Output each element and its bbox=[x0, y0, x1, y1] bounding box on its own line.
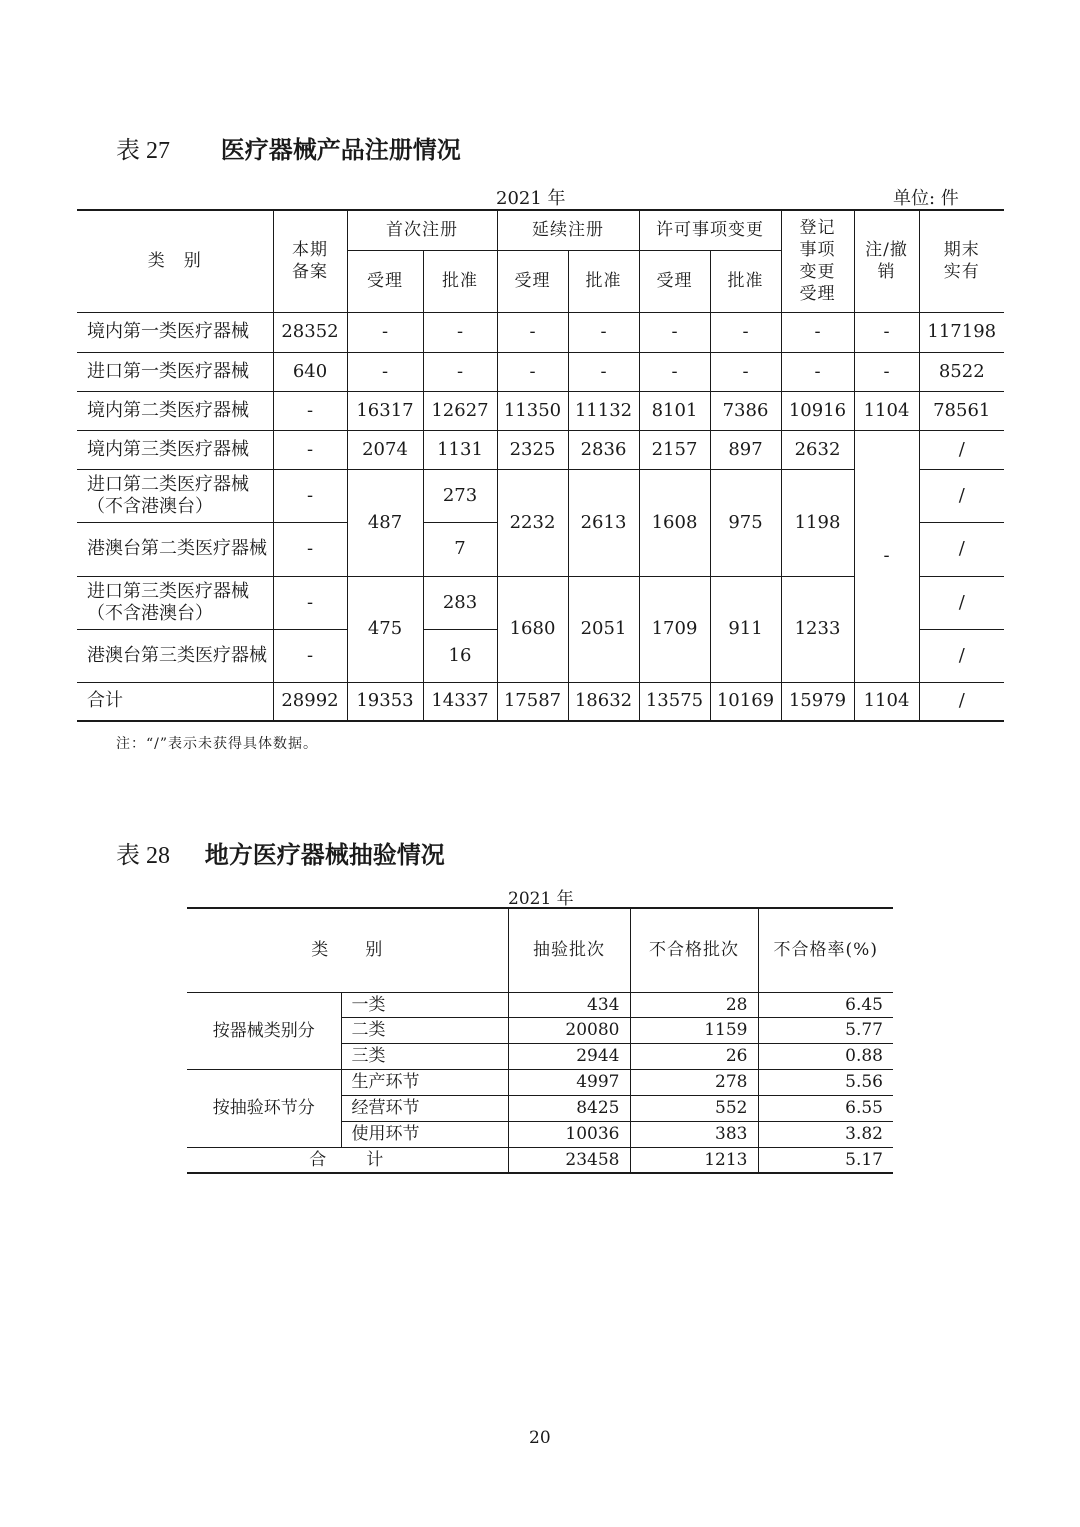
header-category: 类 别 bbox=[77, 210, 273, 312]
table-row bbox=[77, 352, 1004, 391]
t28-failed: 278 bbox=[630, 1069, 758, 1095]
cell-end: / bbox=[919, 576, 1004, 629]
total-filing: 28992 bbox=[273, 682, 347, 721]
header-lc-accept: 受理 bbox=[639, 250, 710, 312]
table27-note: 注：“/”表示未获得具体数据。 bbox=[116, 736, 319, 752]
cell-lc-accept: - bbox=[639, 312, 710, 352]
total-label: 合计 bbox=[77, 682, 273, 721]
table-row bbox=[77, 430, 1004, 469]
cell-rn-accept: 11350 bbox=[497, 391, 568, 430]
table28-title bbox=[116, 835, 445, 870]
cell-lc-accept-merged: 1608 bbox=[639, 469, 710, 576]
t28-sub-label: 二类 bbox=[341, 1017, 508, 1043]
t28-failed: 1159 bbox=[630, 1017, 758, 1043]
page-number: 20 bbox=[529, 1428, 551, 1448]
cell-register: 10916 bbox=[781, 391, 854, 430]
cell-lc-approve: 897 bbox=[710, 430, 781, 469]
row-category: 境内第二类医疗器械 bbox=[77, 391, 273, 430]
total-rn-approve: 18632 bbox=[568, 682, 639, 721]
cell-fr-approve: 273 bbox=[423, 469, 497, 522]
cell-register-merged: 1198 bbox=[781, 469, 854, 576]
row-category: 港澳台第二类医疗器械 bbox=[77, 522, 273, 576]
cell-rn-accept: - bbox=[497, 312, 568, 352]
t28-total-sampled: 23458 bbox=[508, 1147, 630, 1173]
t28-rate: 6.55 bbox=[758, 1095, 893, 1121]
cell-end: / bbox=[919, 629, 1004, 682]
table-row-total bbox=[187, 1147, 893, 1173]
row-category: 港澳台第三类医疗器械 bbox=[77, 629, 273, 682]
row-category: 境内第一类医疗器械 bbox=[77, 312, 273, 352]
table28 bbox=[187, 907, 893, 1174]
t28-total-rate: 5.17 bbox=[758, 1147, 893, 1173]
t28-sub-label: 生产环节 bbox=[341, 1069, 508, 1095]
cell-rn-accept: - bbox=[497, 352, 568, 391]
cell-lc-approve: 7386 bbox=[710, 391, 781, 430]
header-register-change: 登记事项变更受理 bbox=[781, 210, 854, 312]
cell-cancel: 1104 bbox=[854, 391, 919, 430]
t28-sampled: 2944 bbox=[508, 1043, 630, 1069]
row-category: 进口第一类医疗器械 bbox=[77, 352, 273, 391]
cell-fr-accept-merged: 487 bbox=[347, 469, 423, 576]
table28-heading: 地方医疗器械抽验情况 bbox=[204, 841, 445, 869]
t28-sampled: 8425 bbox=[508, 1095, 630, 1121]
cell-fr-approve: 283 bbox=[423, 576, 497, 629]
t28-sub-label: 使用环节 bbox=[341, 1121, 508, 1147]
table27-heading: 医疗器械产品注册情况 bbox=[220, 136, 461, 164]
cell-rn-approve: - bbox=[568, 312, 639, 352]
table27-title bbox=[116, 130, 461, 165]
cell-fr-approve: 1131 bbox=[423, 430, 497, 469]
cell-register: - bbox=[781, 312, 854, 352]
cell-register: 2632 bbox=[781, 430, 854, 469]
total-rn-accept: 17587 bbox=[497, 682, 568, 721]
cell-fr-approve: 12627 bbox=[423, 391, 497, 430]
t28-rate: 6.45 bbox=[758, 992, 893, 1017]
cell-fr-approve: - bbox=[423, 352, 497, 391]
t28-rate: 5.77 bbox=[758, 1017, 893, 1043]
table-row bbox=[187, 1069, 893, 1095]
t28-sampled: 20080 bbox=[508, 1017, 630, 1043]
table27 bbox=[77, 209, 1004, 722]
header-renewal: 延续注册 bbox=[497, 210, 639, 250]
t28-sub-label: 一类 bbox=[341, 992, 508, 1017]
total-lc-accept: 13575 bbox=[639, 682, 710, 721]
cell-fr-approve: - bbox=[423, 312, 497, 352]
cell-lc-accept: 2157 bbox=[639, 430, 710, 469]
t28-sampled: 10036 bbox=[508, 1121, 630, 1147]
t28-sub-label: 经营环节 bbox=[341, 1095, 508, 1121]
table28-year: 2021 年 bbox=[508, 889, 574, 909]
cell-cancel-merged: - bbox=[854, 430, 919, 682]
table-row-total bbox=[77, 682, 1004, 721]
table27-unit: 单位: 件 bbox=[893, 188, 959, 209]
cell-register: - bbox=[781, 352, 854, 391]
cell-register-merged: 1233 bbox=[781, 576, 854, 682]
cell-fr-accept: - bbox=[347, 312, 423, 352]
row-category: 进口第三类医疗器械（不含港澳台） bbox=[77, 576, 273, 629]
row-category: 境内第三类医疗器械 bbox=[77, 430, 273, 469]
cell-fr-accept: 16317 bbox=[347, 391, 423, 430]
cell-rn-approve: 11132 bbox=[568, 391, 639, 430]
header-first-registration: 首次注册 bbox=[347, 210, 497, 250]
t28-sampled: 434 bbox=[508, 992, 630, 1017]
cell-filing: - bbox=[273, 469, 347, 522]
table27-label: 表 27 bbox=[116, 138, 170, 164]
t28-failed: 28 bbox=[630, 992, 758, 1017]
cell-rn-approve: 2836 bbox=[568, 430, 639, 469]
t28-total-label: 合 计 bbox=[187, 1147, 508, 1173]
cell-rn-approve: - bbox=[568, 352, 639, 391]
header-end-total: 期末实有 bbox=[919, 210, 1004, 312]
cell-lc-approve: - bbox=[710, 312, 781, 352]
cell-end: 78561 bbox=[919, 391, 1004, 430]
header-fr-accept: 受理 bbox=[347, 250, 423, 312]
row-category: 进口第二类医疗器械（不含港澳台） bbox=[77, 469, 273, 522]
cell-cancel: - bbox=[854, 312, 919, 352]
cell-filing: 640 bbox=[273, 352, 347, 391]
cell-end: / bbox=[919, 469, 1004, 522]
total-register: 15979 bbox=[781, 682, 854, 721]
cell-filing: 28352 bbox=[273, 312, 347, 352]
cell-filing: - bbox=[273, 522, 347, 576]
cell-cancel: - bbox=[854, 352, 919, 391]
cell-lc-approve: - bbox=[710, 352, 781, 391]
t28-sub-label: 三类 bbox=[341, 1043, 508, 1069]
header-fr-approve: 批准 bbox=[423, 250, 497, 312]
cell-lc-accept: 8101 bbox=[639, 391, 710, 430]
cell-rn-accept-merged: 1680 bbox=[497, 576, 568, 682]
table-row bbox=[77, 312, 1004, 352]
cell-filing: - bbox=[273, 391, 347, 430]
cell-lc-approve-merged: 911 bbox=[710, 576, 781, 682]
cell-filing: - bbox=[273, 576, 347, 629]
t28-sampled: 4997 bbox=[508, 1069, 630, 1095]
cell-rn-accept: 2325 bbox=[497, 430, 568, 469]
table27-year: 2021 年 bbox=[496, 188, 566, 209]
t28-header-category: 类 别 bbox=[187, 908, 508, 992]
header-license-change: 许可事项变更 bbox=[639, 210, 781, 250]
t28-failed: 383 bbox=[630, 1121, 758, 1147]
cell-fr-accept: - bbox=[347, 352, 423, 391]
total-end: / bbox=[919, 682, 1004, 721]
t28-header-rate: 不合格率(%) bbox=[758, 908, 893, 992]
t28-rate: 3.82 bbox=[758, 1121, 893, 1147]
t28-group-by-stage: 按抽验环节分 bbox=[187, 1069, 341, 1147]
cell-fr-approve: 7 bbox=[423, 522, 497, 576]
t28-header-failed: 不合格批次 bbox=[630, 908, 758, 992]
total-fr-approve: 14337 bbox=[423, 682, 497, 721]
cell-fr-accept: 2074 bbox=[347, 430, 423, 469]
cell-rn-approve-merged: 2613 bbox=[568, 469, 639, 576]
t28-failed: 26 bbox=[630, 1043, 758, 1069]
cell-end: 117198 bbox=[919, 312, 1004, 352]
header-lc-approve: 批准 bbox=[710, 250, 781, 312]
cell-rn-approve-merged: 2051 bbox=[568, 576, 639, 682]
cell-fr-accept-merged: 475 bbox=[347, 576, 423, 682]
cell-filing: - bbox=[273, 629, 347, 682]
cell-fr-approve: 16 bbox=[423, 629, 497, 682]
total-fr-accept: 19353 bbox=[347, 682, 423, 721]
total-cancel: 1104 bbox=[854, 682, 919, 721]
header-rn-accept: 受理 bbox=[497, 250, 568, 312]
header-rn-approve: 批准 bbox=[568, 250, 639, 312]
t28-rate: 5.56 bbox=[758, 1069, 893, 1095]
table-row bbox=[77, 391, 1004, 430]
cell-end: / bbox=[919, 430, 1004, 469]
t28-failed: 552 bbox=[630, 1095, 758, 1121]
t28-group-by-class: 按器械类别分 bbox=[187, 992, 341, 1069]
table-row bbox=[187, 992, 893, 1017]
cell-end: / bbox=[919, 522, 1004, 576]
t28-total-failed: 1213 bbox=[630, 1147, 758, 1173]
header-filing: 本期备案 bbox=[273, 210, 347, 312]
table28-label: 表 28 bbox=[116, 843, 170, 869]
header-cancel: 注/撤销 bbox=[854, 210, 919, 312]
t28-rate: 0.88 bbox=[758, 1043, 893, 1069]
cell-lc-approve-merged: 975 bbox=[710, 469, 781, 576]
t28-header-sampled: 抽验批次 bbox=[508, 908, 630, 992]
cell-end: 8522 bbox=[919, 352, 1004, 391]
cell-filing: - bbox=[273, 430, 347, 469]
cell-lc-accept: - bbox=[639, 352, 710, 391]
total-lc-approve: 10169 bbox=[710, 682, 781, 721]
cell-rn-accept-merged: 2232 bbox=[497, 469, 568, 576]
cell-lc-accept-merged: 1709 bbox=[639, 576, 710, 682]
